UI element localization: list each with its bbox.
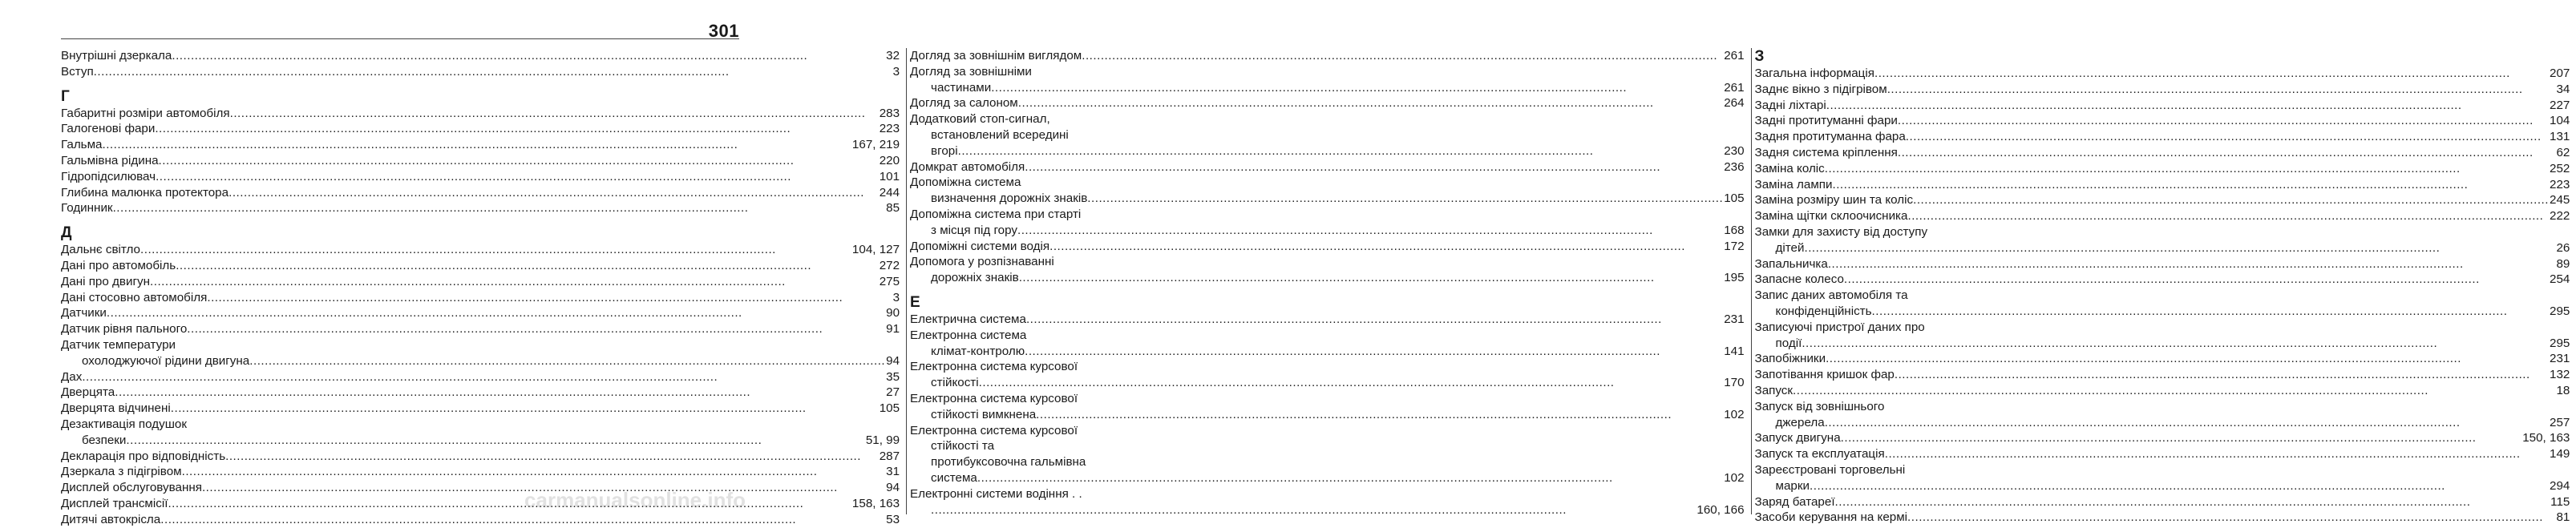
- dot-leader: [171, 401, 879, 417]
- dot-leader: [1898, 113, 2549, 129]
- entry-text: охолоджуючої рідини двигуна: [82, 353, 250, 368]
- entry-text-line: Допоміжна система при старті: [910, 207, 1082, 221]
- dot-leader: [187, 321, 885, 337]
- page-reference[interactable]: 236: [1724, 159, 1745, 174]
- index-entry[interactable]: [1755, 98, 2570, 114]
- index-entry[interactable]: [1755, 177, 2570, 193]
- entry-text: Запотівання кришок фар: [1754, 368, 1895, 382]
- index-entry[interactable]: [910, 254, 1744, 286]
- entry-text: Запобіжники: [1754, 352, 1826, 366]
- entry-text: Датчики: [61, 306, 107, 320]
- entry-text: Задня протитуманна фара: [1754, 130, 1906, 144]
- index-entry[interactable]: [1755, 272, 2570, 288]
- dot-leader: [1018, 95, 1723, 111]
- dot-leader: [150, 274, 879, 290]
- entry-text: Годинник: [61, 201, 113, 216]
- entry-text: Запуск двигуна: [1754, 431, 1841, 445]
- page-reference[interactable]: 91: [886, 322, 900, 337]
- entry-text-line: Електронні системи водіння . .: [910, 486, 1082, 501]
- page-reference[interactable]: 90: [886, 306, 900, 320]
- entry-text-line: Датчик температури: [61, 337, 176, 352]
- dot-leader: [1835, 494, 2550, 510]
- page-reference[interactable]: 94: [886, 481, 900, 495]
- dot-leader: [1885, 446, 2549, 462]
- page-reference[interactable]: 272: [879, 258, 900, 272]
- page-reference[interactable]: 252: [2550, 161, 2570, 175]
- dot-leader: [249, 353, 885, 369]
- entry-text: Допоміжні системи водія: [910, 239, 1050, 253]
- index-entry[interactable]: [910, 423, 1744, 486]
- dot-leader: [155, 121, 878, 137]
- dot-leader: [228, 185, 879, 201]
- entry-text: безпеки: [82, 433, 127, 447]
- page-reference[interactable]: 149: [2550, 447, 2570, 461]
- page-reference[interactable]: 150, 163: [2522, 431, 2570, 445]
- entry-text-line: Дезактивація подушок: [61, 417, 187, 431]
- entry-text-line: Запуск від зовнішнього: [1754, 399, 1885, 413]
- entry-text-line: Електронна система: [910, 328, 1027, 342]
- entry-text: Дверцята відчинені: [61, 401, 171, 416]
- entry-text: Внутрішні дзеркала: [61, 49, 172, 62]
- index-entry[interactable]: [1755, 66, 2570, 82]
- entry-text: Гідропідсилювач: [61, 169, 156, 183]
- index-entry[interactable]: [61, 464, 900, 480]
- dot-leader: [207, 290, 892, 306]
- dot-leader: [1898, 145, 2556, 161]
- dot-leader: [82, 369, 885, 385]
- index-entry[interactable]: [61, 369, 900, 385]
- dot-leader: [1082, 48, 1723, 64]
- dot-leader: [94, 64, 892, 80]
- index-entry[interactable]: [1755, 208, 2570, 224]
- index-entry[interactable]: [1755, 351, 2570, 367]
- entry-text: Засоби керування на кермі: [1754, 510, 1908, 525]
- dot-leader: [977, 470, 1723, 486]
- entry-text-line: стійкості та: [931, 439, 995, 453]
- page-reference[interactable]: 85: [886, 201, 900, 216]
- index-entry[interactable]: [910, 111, 1744, 159]
- entry-text: Датчик рівня пального: [61, 322, 188, 337]
- page-reference[interactable]: 230: [1724, 143, 1745, 158]
- page-reference[interactable]: 160, 166: [1696, 502, 1745, 517]
- entry-text: Галогенові фари: [61, 122, 156, 136]
- dot-leader: [172, 48, 885, 64]
- page-reference[interactable]: 223: [879, 122, 900, 136]
- entry-text: Догляд за зовнішнім виглядом: [910, 49, 1082, 62]
- index-entry[interactable]: [61, 417, 900, 449]
- entry-text: Дисплей трансмісії: [61, 496, 168, 510]
- page-reference[interactable]: 115: [2550, 494, 2570, 509]
- entry-text: Дзеркала з підігрівом: [61, 465, 182, 479]
- index-entry[interactable]: [61, 121, 900, 137]
- index-entry[interactable]: [1755, 383, 2570, 399]
- entry-text: вгорі: [931, 143, 958, 158]
- page-reference[interactable]: 295: [2550, 336, 2570, 350]
- entry-text: Запальничка: [1754, 256, 1828, 271]
- page-reference[interactable]: 287: [879, 449, 900, 463]
- dot-leader: [102, 137, 851, 153]
- entry-text: Дисплей обслуговування: [61, 481, 202, 495]
- dot-leader: [107, 305, 885, 321]
- dot-leader: [225, 449, 879, 465]
- dot-leader: [1907, 208, 2549, 224]
- index-entry[interactable]: [61, 242, 900, 258]
- page-reference[interactable]: 94: [886, 353, 900, 368]
- page-reference[interactable]: 283: [879, 106, 900, 120]
- page-reference[interactable]: 132: [2550, 368, 2570, 382]
- entry-text-line: Електронна система курсової: [910, 423, 1078, 437]
- entry-text: Електрична система: [910, 312, 1026, 326]
- dot-leader: [991, 80, 1723, 96]
- dot-leader: [958, 143, 1724, 159]
- page-reference[interactable]: 172: [1724, 239, 1745, 253]
- entry-text: Дані стосовно автомобіля: [61, 290, 208, 304]
- page-reference[interactable]: 31: [886, 465, 900, 479]
- page-reference[interactable]: 294: [2550, 478, 2570, 493]
- index-entry[interactable]: [1755, 82, 2570, 98]
- index-entry[interactable]: [1755, 510, 2570, 526]
- index-entry[interactable]: [1755, 129, 2570, 145]
- dot-leader: [182, 464, 886, 480]
- index-entry[interactable]: [910, 391, 1744, 423]
- entry-text: Заряд батареї: [1754, 494, 1835, 509]
- page-reference[interactable]: 102: [1724, 470, 1745, 485]
- index-entry[interactable]: [910, 175, 1744, 207]
- section-letter: Д: [61, 224, 72, 242]
- entry-text: визначення дорожніх знаків: [931, 191, 1088, 206]
- section-letter: З: [1754, 48, 1765, 65]
- dot-leader: [156, 169, 879, 185]
- page-reference[interactable]: 81: [2556, 510, 2570, 525]
- index-entry[interactable]: [61, 258, 900, 274]
- index-entry[interactable]: [61, 512, 900, 528]
- index-entry[interactable]: [1755, 446, 2570, 462]
- page-reference[interactable]: 18: [2556, 383, 2570, 397]
- page-reference[interactable]: 34: [2556, 82, 2570, 96]
- page-reference[interactable]: 244: [879, 185, 900, 200]
- index-entry[interactable]: [1755, 494, 2570, 510]
- index-columns: [61, 48, 2570, 526]
- page-reference[interactable]: 264: [1724, 96, 1745, 111]
- dot-leader: [931, 502, 1696, 518]
- index-entry[interactable]: [1755, 256, 2570, 272]
- page-reference[interactable]: 261: [1724, 49, 1745, 62]
- index-entry[interactable]: [1755, 430, 2570, 446]
- dot-leader: [1844, 272, 2549, 288]
- page-reference[interactable]: 261: [1724, 80, 1745, 95]
- entry-text: Задні ліхтарі: [1754, 98, 1826, 112]
- dot-leader: [1825, 415, 2549, 431]
- entry-text: Декларація про відповідність: [61, 449, 226, 463]
- entry-text: Загальна інформація: [1754, 67, 1874, 80]
- dot-leader: [1907, 510, 2555, 526]
- page-reference[interactable]: 254: [2550, 272, 2570, 287]
- entry-text: Заміна розміру шин та коліс: [1754, 193, 1914, 208]
- entry-text: Дверцята: [61, 385, 115, 400]
- index-entry[interactable]: [1755, 113, 2570, 129]
- dot-leader: [1913, 192, 2549, 208]
- entry-text: Задня система кріплення: [1754, 145, 1898, 159]
- page-reference[interactable]: 3: [892, 64, 900, 79]
- page-reference[interactable]: 245: [2550, 193, 2570, 208]
- dot-leader: [140, 242, 851, 258]
- entry-text-line: Електронна система курсової: [910, 391, 1078, 405]
- page-reference[interactable]: 141: [1724, 344, 1745, 358]
- entry-text-line: Електронна система курсової: [910, 360, 1078, 374]
- page-reference[interactable]: 53: [886, 512, 900, 526]
- index-entry[interactable]: [910, 328, 1744, 360]
- index-entry[interactable]: [61, 153, 900, 169]
- entry-text: Дальнє світло: [61, 243, 141, 257]
- index-entry[interactable]: [61, 401, 900, 417]
- page-reference[interactable]: 257: [2550, 415, 2570, 429]
- dot-leader: [176, 258, 879, 274]
- entry-text: клімат-контролю: [931, 344, 1025, 358]
- page-reference[interactable]: 104: [2550, 114, 2570, 128]
- page-reference[interactable]: 231: [1724, 312, 1745, 326]
- dot-leader: [1026, 312, 1723, 328]
- page-reference[interactable]: 207: [2550, 67, 2570, 80]
- dot-leader: [1887, 82, 2556, 98]
- index-entry[interactable]: [1755, 288, 2570, 320]
- entry-text-line: Допомога у розпізнаванні: [910, 255, 1054, 269]
- entry-text: Глибина малюнка протектора: [61, 185, 229, 200]
- index-entry[interactable]: [910, 239, 1744, 255]
- page-reference[interactable]: 89: [2556, 256, 2570, 271]
- dot-leader: [115, 385, 885, 401]
- page-reference[interactable]: 158, 163: [851, 496, 900, 510]
- page-reference[interactable]: 227: [2550, 98, 2570, 112]
- entry-text-line: протибуксовочна гальмівна: [931, 455, 1086, 470]
- entry-text: джерела: [1775, 415, 1825, 429]
- entry-text: частинами: [931, 80, 992, 95]
- entry-text: Догляд за салоном: [910, 96, 1018, 111]
- entry-text: Заміна коліс: [1754, 161, 1825, 175]
- entry-text: система: [931, 470, 977, 485]
- dot-leader: [1826, 98, 2549, 114]
- entry-text-line: Замки для захисту від доступу: [1754, 224, 1928, 239]
- entry-text-line: Записуючі пристрої даних про: [1754, 320, 1925, 334]
- index-entry[interactable]: [1755, 224, 2570, 256]
- entry-text: стійкості: [931, 376, 979, 390]
- index-entry[interactable]: [1755, 367, 2570, 383]
- dot-leader: [113, 200, 886, 216]
- index-column: [906, 48, 1750, 517]
- page-reference[interactable]: 101: [879, 169, 900, 183]
- entry-text: Заміна щітки склоочисника: [1754, 209, 1908, 224]
- index-entry[interactable]: [61, 169, 900, 185]
- page-reference[interactable]: 131: [2550, 130, 2570, 144]
- index-entry[interactable]: [61, 385, 900, 401]
- entry-text-line: Зареєстровані торговельні: [1754, 462, 1906, 477]
- page-reference[interactable]: 222: [2550, 209, 2570, 224]
- page-reference[interactable]: 102: [1724, 407, 1745, 421]
- dot-leader: [1828, 256, 2556, 272]
- entry-text-line: Догляд за зовнішніми: [910, 64, 1032, 79]
- entry-text: Дах: [61, 369, 83, 384]
- page-reference[interactable]: 170: [1724, 376, 1745, 390]
- index-entry[interactable]: [910, 48, 1744, 64]
- index-entry[interactable]: [910, 486, 1744, 518]
- dot-leader: [1019, 270, 1723, 286]
- dot-leader: [1049, 239, 1723, 255]
- section-letter: Г: [61, 87, 70, 105]
- entry-text-line: Допоміжна система: [910, 175, 1021, 190]
- index-entry[interactable]: [910, 312, 1744, 328]
- index-entry[interactable]: [61, 290, 900, 306]
- dot-leader: [1036, 407, 1723, 423]
- entry-text: конфіденційність: [1775, 304, 1872, 318]
- dot-leader: [1826, 351, 2549, 367]
- entry-text: події: [1775, 336, 1802, 350]
- page-reference[interactable]: 32: [886, 49, 900, 62]
- entry-text: дітей: [1775, 240, 1805, 255]
- page-reference[interactable]: 223: [2550, 177, 2570, 191]
- watermark: carmanualsonline.info: [524, 488, 746, 512]
- index-entry[interactable]: [1755, 192, 2570, 208]
- dot-leader: [159, 153, 879, 169]
- entry-text-line: Запис даних автомобіля та: [1754, 288, 1908, 303]
- dot-leader: [1832, 177, 2549, 193]
- index-entry[interactable]: [61, 200, 900, 216]
- dot-leader: [126, 433, 864, 449]
- page-reference[interactable]: 275: [879, 274, 900, 288]
- dot-leader: [1872, 304, 2549, 320]
- entry-text: Гальма: [61, 138, 103, 152]
- dot-leader: [160, 512, 885, 528]
- dot-leader: [1802, 336, 2549, 352]
- dot-leader: [1841, 430, 2522, 446]
- index-entry[interactable]: [61, 48, 900, 64]
- index-entry[interactable]: [910, 64, 1744, 96]
- entry-text: Дитячі автокрісла: [61, 512, 161, 526]
- index-entry[interactable]: [1755, 320, 2570, 352]
- page-reference[interactable]: 51, 99: [865, 433, 900, 447]
- dot-leader: [1793, 383, 2555, 399]
- section-letter: Е: [910, 293, 920, 311]
- index-entry[interactable]: [61, 449, 900, 465]
- page-reference[interactable]: 195: [1724, 271, 1745, 285]
- entry-text: Заднє вікно з підігрівом: [1754, 82, 1887, 96]
- page-reference[interactable]: 3: [892, 290, 900, 304]
- index-entry[interactable]: [61, 274, 900, 290]
- entry-text: Запасне колесо: [1754, 272, 1844, 287]
- page-reference[interactable]: 295: [2550, 304, 2570, 318]
- page-reference[interactable]: 27: [886, 385, 900, 400]
- index-column: [1751, 48, 2576, 525]
- entry-text: Вступ: [61, 64, 94, 79]
- index-entry[interactable]: [1755, 145, 2570, 161]
- dot-leader: [230, 106, 879, 122]
- dot-leader: [1895, 367, 2549, 383]
- entry-text: Запуск та експлуатація: [1754, 447, 1885, 461]
- index-entry[interactable]: [61, 305, 900, 321]
- index-entry[interactable]: [910, 207, 1744, 239]
- page-reference[interactable]: 231: [2550, 352, 2570, 366]
- entry-text: Гальмівна рідина: [61, 153, 159, 167]
- dot-leader: [1874, 66, 2549, 82]
- index-entry[interactable]: [1755, 399, 2570, 431]
- dot-leader: [1087, 191, 1723, 207]
- entry-text-line: встановлений всередині: [931, 127, 1069, 142]
- index-entry[interactable]: [61, 106, 900, 122]
- index-entry[interactable]: [910, 359, 1744, 391]
- dot-leader: [979, 375, 1724, 391]
- page-reference[interactable]: 105: [879, 401, 900, 416]
- entry-text: марки: [1775, 478, 1810, 493]
- page-number: 301: [708, 21, 739, 41]
- entry-text: Дані про автомобіль: [61, 258, 176, 272]
- index-entry[interactable]: [61, 185, 900, 201]
- page-reference[interactable]: 220: [879, 153, 900, 167]
- entry-text: Задні протитуманні фари: [1754, 114, 1898, 128]
- index-entry[interactable]: [61, 337, 900, 369]
- page-reference[interactable]: 35: [886, 369, 900, 384]
- dot-leader: [1804, 240, 2555, 256]
- index-entry[interactable]: [910, 95, 1744, 111]
- dot-leader: [1025, 159, 1723, 175]
- entry-text: Заміна лампи: [1754, 177, 1833, 191]
- index-entry[interactable]: [1755, 462, 2570, 494]
- entry-text: Габаритні розміри автомобіля: [61, 106, 230, 120]
- entry-text: дорожніх знаків: [931, 271, 1019, 285]
- dot-leader: [1825, 161, 2549, 177]
- index-entry[interactable]: [61, 137, 900, 153]
- index-column: [61, 48, 906, 526]
- dot-leader: [1025, 344, 1723, 360]
- page-reference[interactable]: 105: [1724, 191, 1745, 206]
- index-entry[interactable]: [1755, 161, 2570, 177]
- page-reference[interactable]: 62: [2556, 145, 2570, 159]
- dot-leader: [1906, 129, 2549, 145]
- page-reference[interactable]: 168: [1724, 223, 1745, 237]
- entry-text: Дані про двигун: [61, 274, 150, 288]
- entry-text: Запуск: [1754, 383, 1793, 397]
- entry-text: стійкості вимкнена: [931, 407, 1037, 421]
- dot-leader: [1810, 478, 2549, 494]
- index-entry[interactable]: [61, 64, 900, 80]
- entry-text-line: Додатковий стоп-сигнал,: [910, 112, 1050, 127]
- entry-text: з місця під гору: [931, 223, 1017, 237]
- dot-leader: [1017, 223, 1723, 239]
- entry-text: Домкрат автомобіля: [910, 159, 1025, 174]
- page-reference[interactable]: 167, 219: [851, 138, 900, 152]
- index-entry[interactable]: [61, 321, 900, 337]
- page-reference[interactable]: 104, 127: [851, 243, 900, 257]
- index-entry[interactable]: [910, 159, 1744, 175]
- page-reference[interactable]: 26: [2556, 240, 2570, 255]
- header-rule: [61, 38, 739, 39]
